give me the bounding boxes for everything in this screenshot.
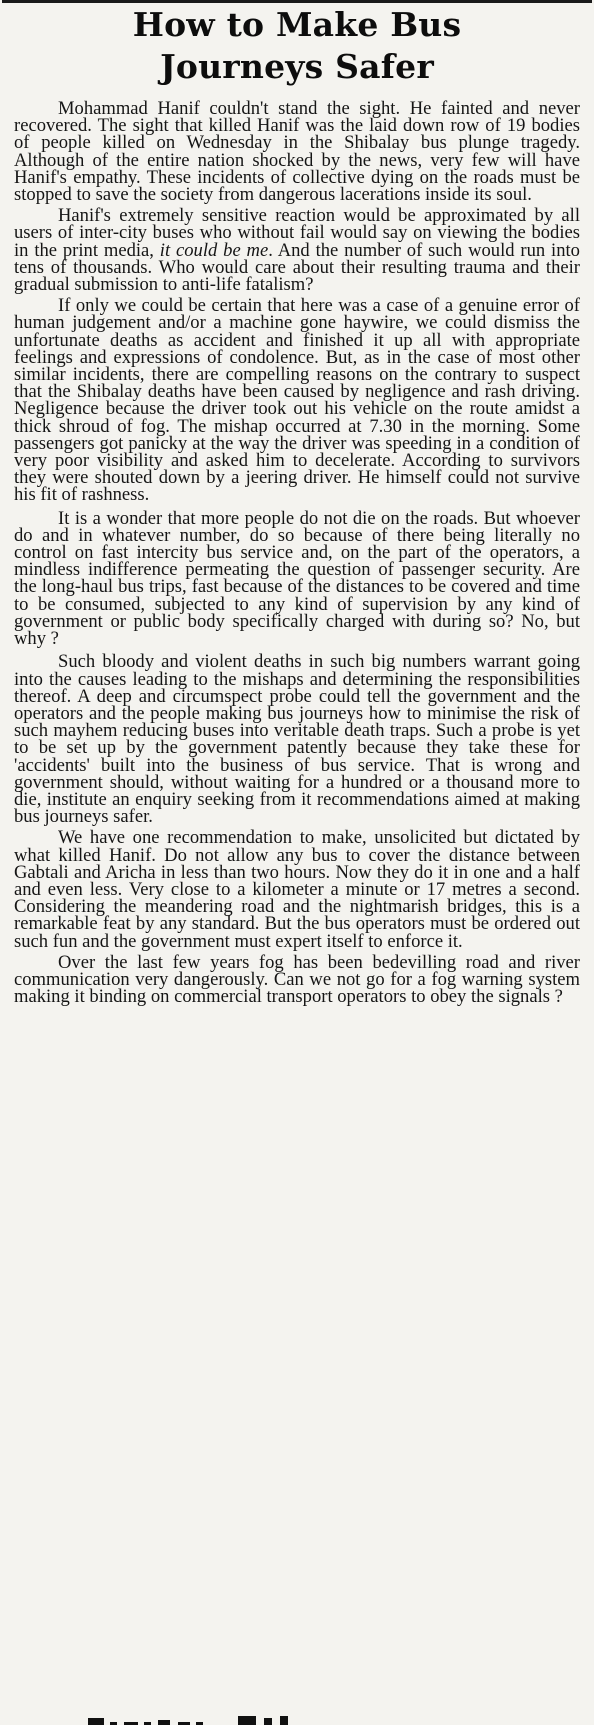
paragraph-3: If only we could be certain that here was a case of a genuine error of human judgement and/or a machine gone haywire, we could dismiss the unfortunate deaths as accident and finished it up all with appropriate feelings and expressions of condolence. But, as in the case of most other similar incidents, there are compelling reasons on the contrary to suspect that the Shibalay deaths have been caused by negligence and rash driving. Negligence because the driver took out his vehicle on the route amidst a thick shroud of fog. The mishap occurred at 7.30 in the morning. Some passengers got panicky at the way the driver was speeding in a condition of very poor visibility and asked him to decelerate. According to survivors they were shouted down by a jeering driver. He himself could not survive his fit of rashness. <box>14 295 580 506</box>
paragraph-2 <box>14 205 580 296</box>
paragraph-6: We have one recommendation to make, unsolicited but dictated by what killed Hanif. Do not allow any bus to cover the distance between Gabtali and Aricha in less than two hours. Now they do it in one and a half and even less. Very close to a kilometer a minute or 17 metres a second. Considering the meandering road and the nightmarish bridges, this is a remarkable feat by any standard. But the bus operators must be ordered out such fun and the government must expert itself to enforce it. <box>14 827 580 952</box>
paragraph-7: Over the last few years fog has been bedevilling road and river communication very dangerously. Can we not go for a fog warning system making it binding on commercial transport operators to obey the signals ? <box>14 951 580 1008</box>
paragraph-4: It is a wonder that more people do not die on the roads. But whoever do and in whatever number, do so because of there being literally no control on fast intercity bus service and, on the part of the operators, a mindless indifference permeating the question of passenger security. Are the long-haul bus trips, fast because of the distances to be covered and time to be consumed, subjected to any kind of supervision by any kind of government or public body specifically charged with during so? No, but why ? <box>14 507 580 650</box>
article-body <box>14 100 580 1009</box>
paragraph-2-lead: Hanif's extremely sensitive reaction would be approximated by all users of inter-city buses who without fail would say on viewing the bodies in the print media, <box>14 205 580 261</box>
paragraph-2-italic: it could be me <box>159 239 269 261</box>
headline <box>0 4 594 88</box>
cut-off-headline-shapes <box>88 1712 568 1725</box>
headline-line-2: Journeys Safer <box>160 47 434 86</box>
paragraph-1: Mohammad Hanif couldn't stand the sight. He fainted and never recovered. The sight that killed Hanif was the laid down row of 19 bodies of people killed on Wednesday in the Shibalay bus plunge tragedy. Although of the entire nation shocked by the news, very few will have Hanif's empathy. These incidents of collective dying on the roads must be stopped to save the society from dangerous lacerations inside its soul. <box>14 98 580 206</box>
paragraph-2-tail: . And the number of such would run into tens of thousands. Who would care about their resulting trauma and their gradual submission to anti-life fatalism? <box>14 239 580 296</box>
top-rule <box>2 0 592 3</box>
paragraph-5: Such bloody and violent deaths in such big numbers warrant going into the causes leading to the mishaps and determining the responsibilities thereof. A deep and circumspect probe could tell the government and the operators and the people making bus journeys how to minimise the risk of such mayhem reducing buses into veritable death traps. Such a probe is yet to be set up by the government patently because they take these for 'accidents' built into the business of bus service. That is wrong and government should, without waiting for a hundred or a thousand more to die, institute an enquiry seeking from it recommendations aimed at making bus journeys safer. <box>14 651 580 828</box>
headline-line-1: How to Make Bus <box>132 5 462 44</box>
next-headline-fragment <box>88 1708 568 1725</box>
